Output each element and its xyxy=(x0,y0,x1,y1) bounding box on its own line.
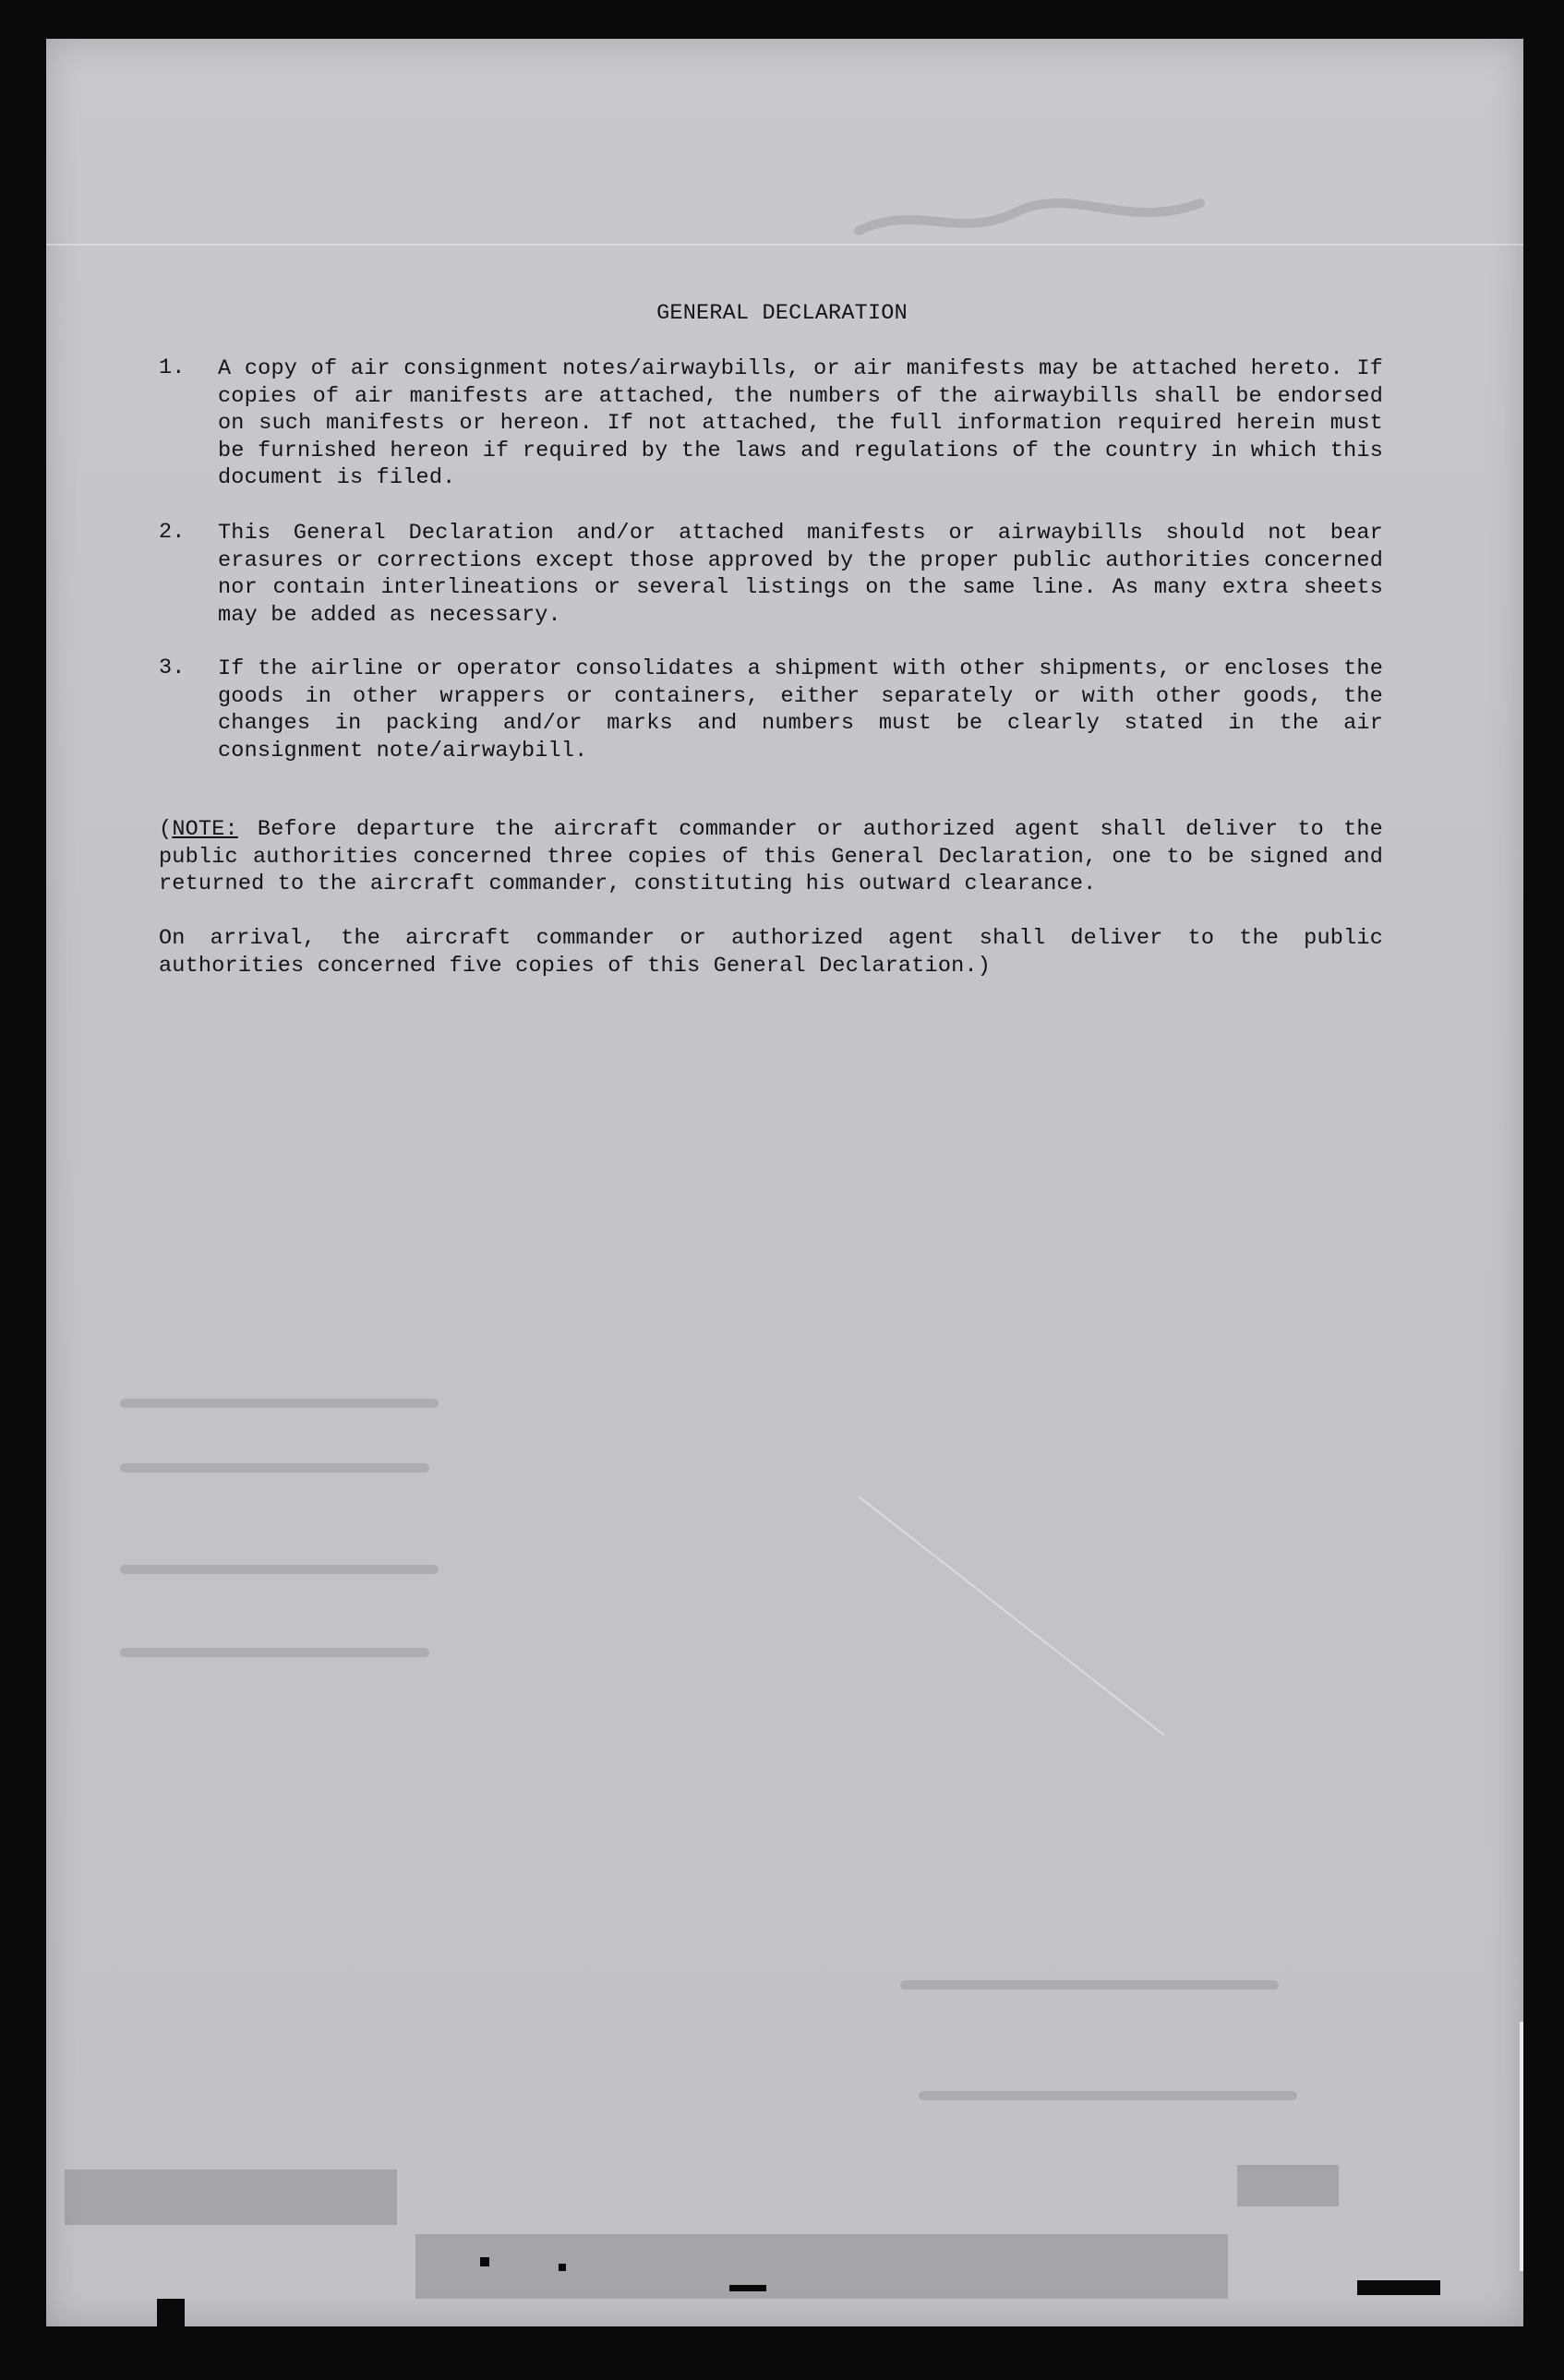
arrival-paragraph: On arrival, the aircraft commander or authorized agent shall deliver to the public authorities concerned five copies of this General Declaration.) xyxy=(159,926,1383,979)
scan-corner-mark xyxy=(157,2299,185,2336)
item-text: If the airline or operator consolidates a shipment with other shipments, or encloses the goods in other wrappers or containers, either separately or with other goods, the changes in packing and/or marks and numbers must be clearly stated in the air consignment note/airwaybill. xyxy=(218,656,1383,763)
document-title: GENERAL DECLARATION xyxy=(656,301,908,326)
note-open-paren: ( xyxy=(159,817,173,842)
faint-form-mark xyxy=(65,2170,397,2225)
note-text: Before departure the aircraft commander or authorized agent shall deliver to the public authorities concerned three copies of this General Declaration, one to be signed and returned to the aircraft commander, constituting his outward clearance. xyxy=(159,817,1383,896)
item-number: 2. xyxy=(159,520,186,545)
scan-mark xyxy=(480,2257,489,2266)
note-label: NOTE: xyxy=(172,817,238,842)
item-text: This General Declaration and/or attached manifests or airwaybills should not bear erasures or corrections except those approved by the proper public authorities concerned nor contain interlineations or several listings on the same line. As many extra sheets may be added as necessary. xyxy=(218,521,1383,628)
note-paragraph xyxy=(159,816,1383,898)
faint-signature-mark xyxy=(859,203,1200,231)
scan-mark xyxy=(729,2285,766,2291)
faint-form-mark xyxy=(1237,2165,1339,2206)
item-number: 1. xyxy=(159,355,186,380)
item-number: 3. xyxy=(159,655,186,680)
faint-form-mark xyxy=(415,2234,1228,2299)
scan-mark xyxy=(559,2264,566,2271)
item-text: A copy of air consignment notes/airwaybills, or air manifests may be attached hereto. If copies of air manifests are attached, the numbers of the airwaybills shall be endorsed on such manifests or hereon. If not attached, the full information required herein must be furnished hereon if required by the laws and regulations of the country in which this document is filed. xyxy=(218,356,1383,490)
scan-corner-mark xyxy=(1357,2280,1440,2295)
